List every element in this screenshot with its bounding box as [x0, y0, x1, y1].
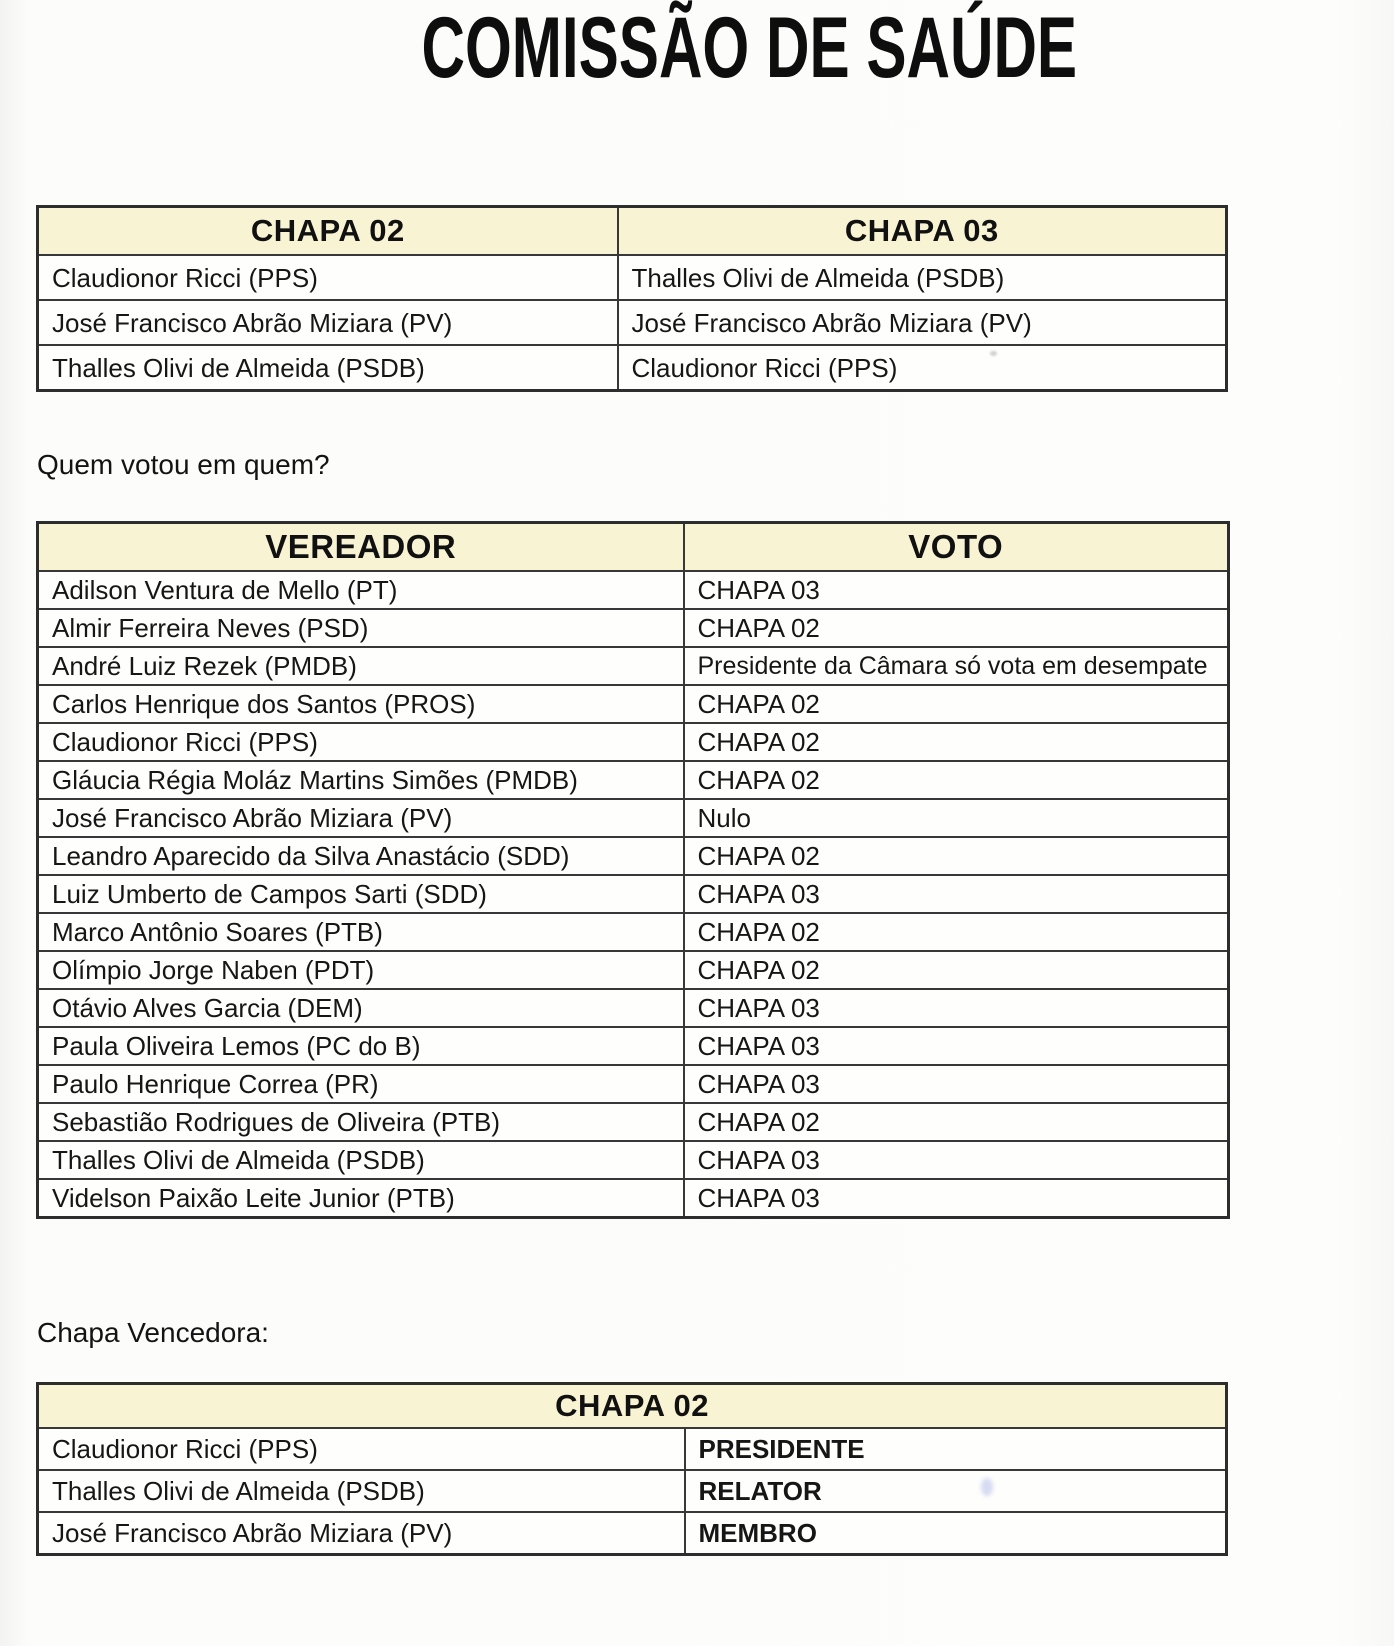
vereador-cell: Otávio Alves Garcia (DEM) — [38, 989, 684, 1027]
chapa02-member-cell: Claudionor Ricci (PPS) — [38, 255, 618, 300]
table-row — [38, 571, 1229, 609]
votes-table — [36, 521, 1230, 1219]
chapa03-member-cell: Thalles Olivi de Almeida (PSDB) — [618, 255, 1227, 300]
voto-header: VOTO — [684, 523, 1229, 572]
vereador-cell: Leandro Aparecido da Silva Anastácio (SDD) — [38, 837, 684, 875]
chapa03-member-cell: Claudionor Ricci (PPS) — [618, 345, 1227, 391]
voto-cell: CHAPA 02 — [684, 685, 1229, 723]
voto-cell: CHAPA 02 — [684, 913, 1229, 951]
role-cell: RELATOR — [685, 1470, 1227, 1512]
table-row — [38, 1027, 1229, 1065]
table-header-row — [38, 523, 1229, 572]
vereador-cell: Claudionor Ricci (PPS) — [38, 723, 684, 761]
vereador-header: VEREADOR — [38, 523, 684, 572]
winner-label: Chapa Vencedora: — [37, 1317, 269, 1348]
chapas-table — [36, 205, 1228, 392]
question-label: Quem votou em quem? — [37, 449, 330, 480]
voto-cell: CHAPA 02 — [684, 761, 1229, 799]
table-header-row — [38, 1384, 1227, 1429]
winner-chapa-header: CHAPA 02 — [38, 1384, 1227, 1429]
page-title: COMISSÃO DE SAÚDE — [421, 0, 1077, 96]
chapa02-member-cell: José Francisco Abrão Miziara (PV) — [38, 300, 618, 345]
member-cell: José Francisco Abrão Miziara (PV) — [38, 1512, 685, 1555]
voto-cell: CHAPA 03 — [684, 1065, 1229, 1103]
table-row — [38, 875, 1229, 913]
voto-cell: CHAPA 03 — [684, 571, 1229, 609]
voto-cell: CHAPA 02 — [684, 609, 1229, 647]
table-row — [38, 345, 1227, 391]
table-row — [38, 1141, 1229, 1179]
voto-cell: CHAPA 02 — [684, 723, 1229, 761]
vereador-cell: Paulo Henrique Correa (PR) — [38, 1065, 684, 1103]
voto-cell: CHAPA 02 — [684, 1103, 1229, 1141]
voto-cell: Nulo — [684, 799, 1229, 837]
table-row — [38, 1103, 1229, 1141]
vereador-cell: André Luiz Rezek (PMDB) — [38, 647, 684, 685]
voto-cell: CHAPA 03 — [684, 875, 1229, 913]
table-row — [38, 1512, 1227, 1555]
table-row — [38, 951, 1229, 989]
table-row — [38, 1179, 1229, 1218]
table-row — [38, 300, 1227, 345]
chapa-02-header: CHAPA 02 — [38, 207, 618, 256]
page-header — [0, 2, 1394, 94]
voto-cell: CHAPA 03 — [684, 1179, 1229, 1218]
vereador-cell: Paula Oliveira Lemos (PC do B) — [38, 1027, 684, 1065]
table-row — [38, 913, 1229, 951]
table-row — [38, 799, 1229, 837]
voto-cell: CHAPA 03 — [684, 989, 1229, 1027]
role-cell: MEMBRO — [685, 1512, 1227, 1555]
table-row — [38, 761, 1229, 799]
table-row — [38, 647, 1229, 685]
member-cell: Claudionor Ricci (PPS) — [38, 1428, 685, 1470]
voto-cell: CHAPA 02 — [684, 951, 1229, 989]
table-row — [38, 255, 1227, 300]
table-row — [38, 837, 1229, 875]
voto-cell: Presidente da Câmara só vota em desempate — [684, 647, 1229, 685]
table-row — [38, 1428, 1227, 1470]
vereador-cell: Luiz Umberto de Campos Sarti (SDD) — [38, 875, 684, 913]
chapa02-member-cell: Thalles Olivi de Almeida (PSDB) — [38, 345, 618, 391]
table-row — [38, 1470, 1227, 1512]
vereador-cell: Videlson Paixão Leite Junior (PTB) — [38, 1179, 684, 1218]
member-cell: Thalles Olivi de Almeida (PSDB) — [38, 1470, 685, 1512]
voto-cell: CHAPA 03 — [684, 1027, 1229, 1065]
voto-cell: CHAPA 02 — [684, 837, 1229, 875]
voto-cell: CHAPA 03 — [684, 1141, 1229, 1179]
vereador-cell: José Francisco Abrão Miziara (PV) — [38, 799, 684, 837]
table-row — [38, 723, 1229, 761]
vereador-cell: Gláucia Régia Moláz Martins Simões (PMDB) — [38, 761, 684, 799]
vereador-cell: Almir Ferreira Neves (PSD) — [38, 609, 684, 647]
table-header-row — [38, 207, 1227, 256]
table-row — [38, 989, 1229, 1027]
role-cell: PRESIDENTE — [685, 1428, 1227, 1470]
vereador-cell: Thalles Olivi de Almeida (PSDB) — [38, 1141, 684, 1179]
vereador-cell: Adilson Ventura de Mello (PT) — [38, 571, 684, 609]
vereador-cell: Sebastião Rodrigues de Oliveira (PTB) — [38, 1103, 684, 1141]
chapa03-member-cell: José Francisco Abrão Miziara (PV) — [618, 300, 1227, 345]
table-row — [38, 609, 1229, 647]
vereador-cell: Olímpio Jorge Naben (PDT) — [38, 951, 684, 989]
table-row — [38, 685, 1229, 723]
table-row — [38, 1065, 1229, 1103]
chapa-03-header: CHAPA 03 — [618, 207, 1227, 256]
winner-table — [36, 1382, 1228, 1556]
vereador-cell: Carlos Henrique dos Santos (PROS) — [38, 685, 684, 723]
vereador-cell: Marco Antônio Soares (PTB) — [38, 913, 684, 951]
